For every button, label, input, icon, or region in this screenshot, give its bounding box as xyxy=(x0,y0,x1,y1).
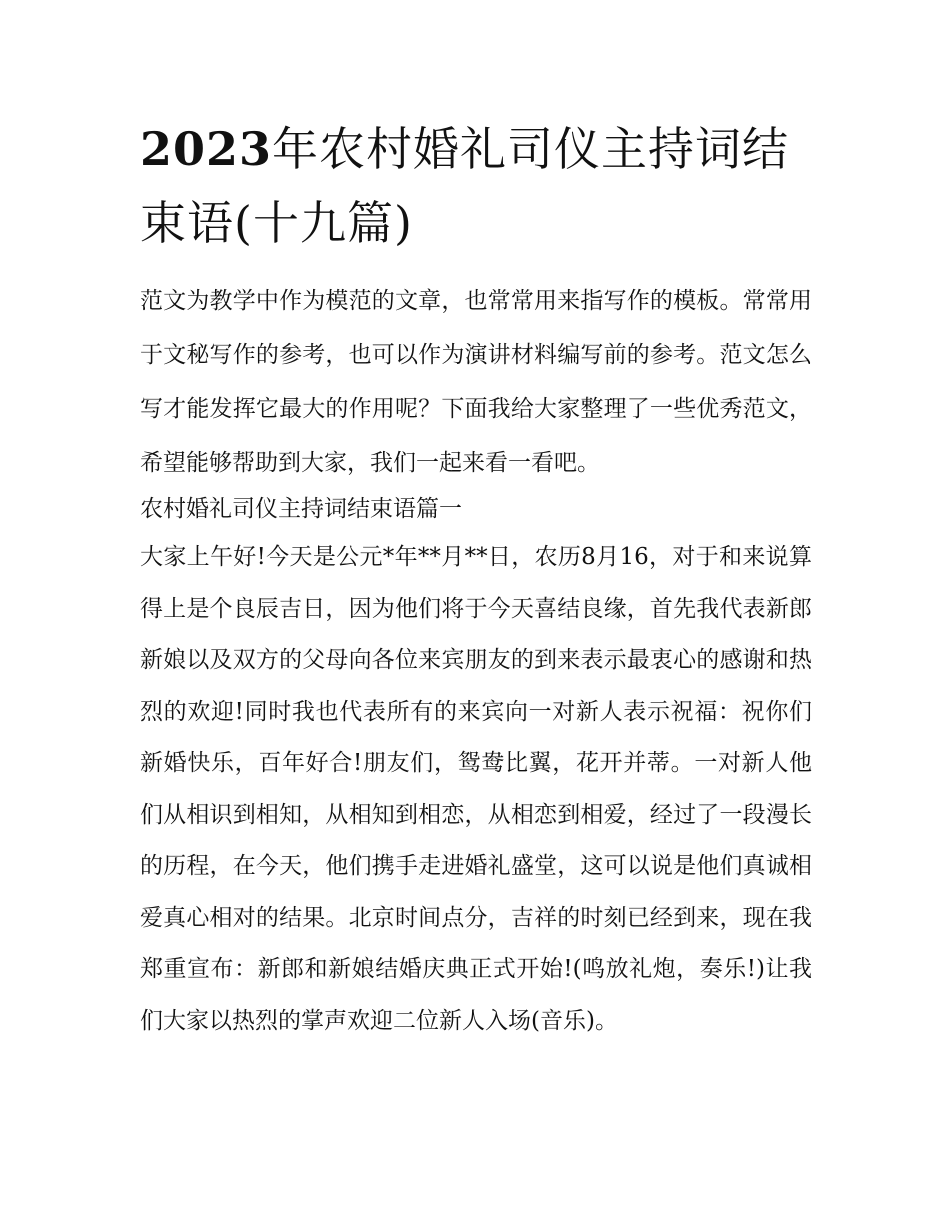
title-year: 2023 xyxy=(140,122,273,176)
intro-paragraph: 范文为教学中作为模范的文章，也常常用来指写作的模板。常常用于文秘写作的参考，也可以作为演讲材料编写前的参考。范文怎么写才能发挥它最大的作用呢？下面我给大家整理了一些优秀范文，希望能够帮助到大家，我们一起来看一看吧。 xyxy=(140,288,812,476)
document-title xyxy=(140,112,820,260)
section-heading: 农村婚礼司仪主持词结束语篇一 xyxy=(140,496,462,522)
body-paragraph: 大家上午好!今天是公元*年**月**日，农历8月16，对于和来说算得上是个良辰吉日，因为他们将于今天喜结良缘，首先我代表新郎新娘以及双方的父母向各位来宾朋友的到来表示最衷心的感谢和热烈的欢迎!同时我也代表所有的来宾向一对新人表示祝福：祝你们新婚快乐，百年好合!朋友们，鸳鸯比翼，花开并蒂。一对新人他们从相识到相知，从相知到相恋，从相恋到相爱，经过了一段漫长的历程，在今天，他们携手走进婚礼盛堂，这可以说是他们真诚相爱真心相对的结果。北京时间点分，吉祥的时刻已经到来，现在我郑重宣布：新郎和新娘结婚庆典正式开始!(鸣放礼炮，奏乐!)让我们大家以热烈的掌声欢迎二位新人入场(音乐)。 xyxy=(140,544,812,1034)
title-text: 年农村婚礼司仪主持词结束语(十九篇) xyxy=(140,122,790,250)
document-body xyxy=(140,283,812,1047)
